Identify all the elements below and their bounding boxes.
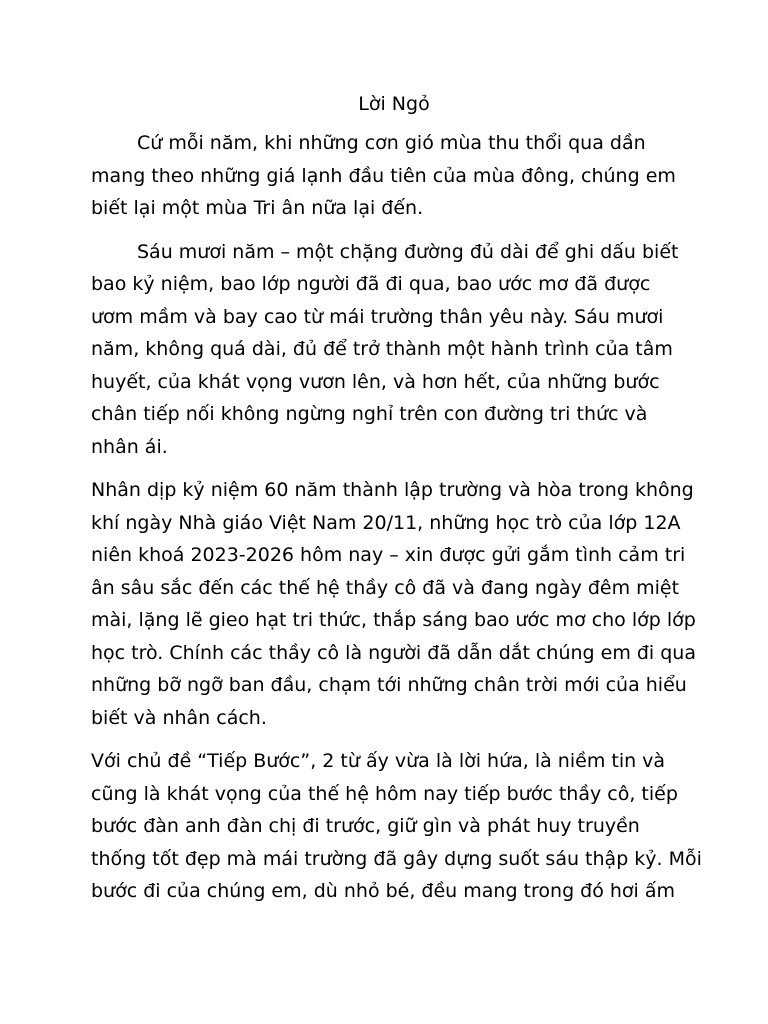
paragraph-line: khí ngày Nhà giáo Việt Nam 20/11, những học trò của lớp 12A xyxy=(91,511,681,534)
paragraph-line: ươm mầm và bay cao từ mái trường thân yêu này. Sáu mươi xyxy=(91,305,664,328)
paragraph-line: những bỡ ngỡ ban đầu, chạm tới những chân trời mới của hiểu xyxy=(91,674,687,696)
paragraph-line: cũng là khát vọng của thế hệ hôm nay tiếp bước thầy cô, tiếp xyxy=(91,782,678,805)
paragraph-line: bước đàn anh đàn chị đi trước, giữ gìn và phát huy truyền xyxy=(91,815,640,837)
paragraph-line: chân tiếp nối không ngừng nghỉ trên con đường tri thức và xyxy=(91,403,648,425)
paragraph-line: nhân ái. xyxy=(91,435,168,458)
paragraph-line: niên khoá 2023-2026 hôm nay – xin được gửi gắm tình cảm tri xyxy=(91,544,686,566)
paragraph-line: học trò. Chính các thầy cô là người đã dẫn dắt chúng em đi qua xyxy=(91,641,696,664)
paragraph-line: mài, lặng lẽ gieo hạt tri thức, thắp sáng bao ước mơ cho lớp lớp xyxy=(91,609,696,631)
paragraph-line: bao kỷ niệm, bao lớp người đã đi qua, bao ước mơ đã được xyxy=(91,273,651,295)
paragraph-line: biết và nhân cách. xyxy=(91,706,267,729)
paragraph-line: ân sâu sắc đến các thế hệ thầy cô đã và đang ngày đêm miệt xyxy=(91,576,680,599)
paragraph-line: năm, không quá dài, đủ để trở thành một hành trình của tâm xyxy=(91,338,673,360)
paragraph-sixty-years xyxy=(91,236,691,464)
paragraph-anniversary xyxy=(91,474,696,734)
document-title: Lời Ngỏ xyxy=(358,93,430,115)
paragraph-line: Sáu mươi năm – một chặng đường đủ dài để ghi dấu biết xyxy=(137,240,679,263)
paragraph-line: thống tốt đẹp mà mái trường đã gây dựng suốt sáu thập kỷ. Mỗi xyxy=(91,847,702,870)
document-page xyxy=(91,88,702,919)
paragraph-line: huyết, của khát vọng vươn lên, và hơn hết, của những bước xyxy=(91,370,660,393)
paragraph-line: biết lại một mùa Tri ân nữa lại đến. xyxy=(91,197,424,219)
paragraph-line: bước đi của chúng em, dù nhỏ bé, đều mang trong đó hơi ấm xyxy=(91,880,676,902)
paragraph-line: Cứ mỗi năm, khi những cơn gió mùa thu thổi qua dần xyxy=(137,132,646,154)
paragraph-line: mang theo những giá lạnh đầu tiên của mùa đông, chúng em xyxy=(91,164,676,187)
paragraph-line: Nhân dịp kỷ niệm 60 năm thành lập trường và hòa trong không xyxy=(91,479,694,501)
paragraph-opening xyxy=(91,127,691,225)
paragraph-theme xyxy=(91,745,702,908)
paragraph-line: Với chủ đề “Tiếp Bước”, 2 từ ấy vừa là lời hứa, là niềm tin và xyxy=(91,750,666,772)
